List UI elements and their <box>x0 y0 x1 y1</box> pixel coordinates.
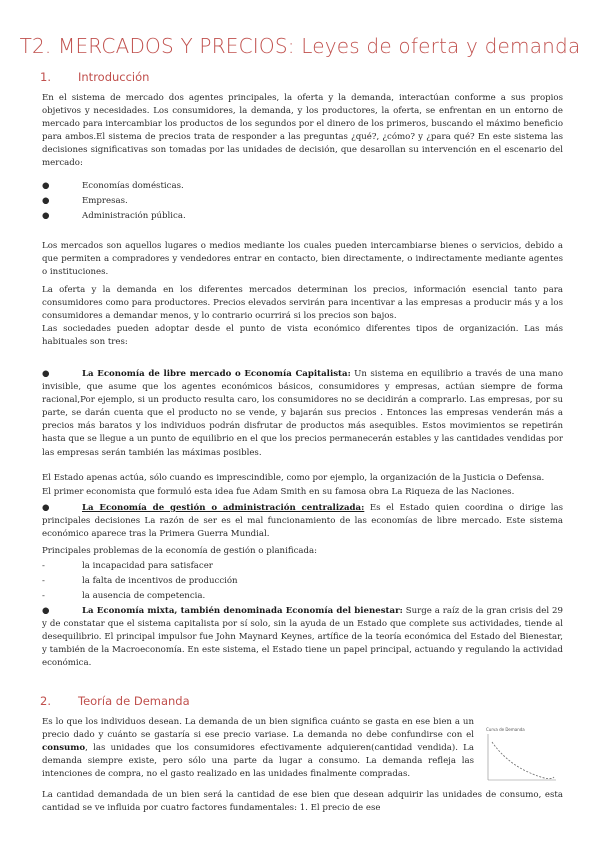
bullet-icon: ● <box>42 196 50 206</box>
agent-label: Economías domésticas. <box>82 181 184 191</box>
economy-type-title: La Economía mixta, también denominada Economía del bienestar: <box>82 606 403 616</box>
problem-list-item <box>42 560 563 573</box>
demand-curve-figure <box>480 724 562 786</box>
economy-type-capitalist <box>42 368 563 460</box>
figure-caption: Curva de Demanda <box>486 727 525 732</box>
intro-paragraph-4: Las sociedades pueden adoptar desde el punto de vista económico diferentes tipos de organización. Las más habituales son tres: <box>42 324 563 348</box>
problem-label: la falta de incentivos de producción <box>82 576 238 586</box>
capitalist-paragraph-2: El Estado apenas actúa, sólo cuando es imprescindible, como por ejemplo, la organización de la Justicia o Defensa. <box>42 473 545 483</box>
economy-type-text <box>42 605 563 670</box>
economy-type-description: Un sistema en equilibrio a través de una mano invisible, que asume que los agentes económicos básicos, consumidores y empresas, actúan siempre de forma racional,Por ejemplo, si un producto resulta caro, los consumidores no se decidirán a comprarlo. Las empresas, por su parte, se darán cuenta que el producto no se vende, y bajarán sus precios . Entonces las empresas venderán más a precios más baratos y los individuos podrán disfrutar de productos más asequibles. Estos movimientos se repetirán hasta que se llegue a un punto de equilibrio en el que los precios permanecerán estables y las cantidades vendidas por las empresas serán también las máximas posibles. <box>42 369 563 458</box>
dash-icon: - <box>42 576 45 586</box>
section-title: Teoría de Demanda <box>78 694 190 708</box>
bullet-icon: ● <box>42 606 50 616</box>
economy-type-text <box>42 502 563 541</box>
demand-text: Es lo que los individuos desean. La demanda de un bien significa cuánto se gasta en ese bien a un precio dado y cuánto se gastaría si ese precio variase. La demanda no debe confundirse con el <box>42 717 474 741</box>
bullet-icon: ● <box>42 211 50 221</box>
economy-type-text <box>42 368 563 460</box>
economy-type-description: Es el Estado quien coordina o dirige las principales decisiones La razón de ser es el mal funcionamiento de las economías de libre mercado. Este sistema económico aparece tras la Primera Guerra Mundial. <box>42 503 563 540</box>
intro-paragraph-2: Los mercados son aquellos lugares o medios mediante los cuales pueden intercambiarse bienes o servicios, debido a que permiten a compradores y vendedores entrar en contacto, bien directamente, o indirectamente mediante agentes o instituciones. <box>42 241 563 278</box>
agent-list-item <box>42 180 563 193</box>
section-number: 1. <box>40 70 51 84</box>
capitalist-paragraph-3: El primer economista que formuló esta idea fue Adam Smith en su famosa obra La Riqueza de las Naciones. <box>42 487 515 497</box>
page-title: T2. MERCADOS Y PRECIOS: Leyes de oferta y demanda <box>19 34 581 58</box>
demand-paragraph-1 <box>42 716 474 781</box>
section-number: 2. <box>40 694 51 708</box>
intro-paragraph-1: En el sistema de mercado dos agentes principales, la oferta y la demanda, interactúan conforme a sus propios objetivos y necesidades. Los consumidores, la demanda, y los productores, la oferta, se enfrentan en un entorno de mercado para intercambiar los productos de los segundos por el dinero de los primeros, buscando el máximo beneficio para ambos.El sistema de precios trata de responder a las preguntas ¿qué?, ¿cómo? y ¿para qué? En este sistema las decisiones significativas son tomadas por las unidades de decisión, que desarollan su intervención en el escenario del mercado: <box>42 93 563 169</box>
problem-label: la incapacidad para satisfacer <box>82 561 213 571</box>
agent-label: Empresas. <box>82 196 128 206</box>
demand-text: , las unidades que los consumidores efectivamente adquieren(cantidad vendida). La demanda siempre existe, pero sólo una parte da lugar a consumo. La demanda refleja las intenciones de compra, no el gasto realizado en las unidades finalmente compradas. <box>42 743 474 780</box>
demand-paragraph-2: La cantidad demandada de un bien será la cantidad de ese bien que desean adquirir las unidades de consumo, esta cantidad se ve influida por cuatro factores fundamentales: 1. El precio de ese <box>42 790 563 814</box>
section-title: Introducción <box>78 70 150 84</box>
agent-label: Administración pública. <box>82 211 186 221</box>
demand-curve-graphic <box>480 724 562 786</box>
economy-type-title: La Economía de gestión o administración centralizada: <box>82 503 365 513</box>
problem-list-item <box>42 575 563 588</box>
centralized-problems-lead: Principales problemas de la economía de gestión o planificada: <box>42 546 318 556</box>
economy-type-description: Surge a raíz de la gran crisis del 29 y de constatar que el sistema capitalista por sí solo, sin la ayuda de un Estado que complete sus actividades, tiende al desequilibrio. El principal impulsor fue John Maynard Keynes, artífice de la teoría económica del Estado del Bienestar, y también de la Macroeconomía. En este sistema, el Estado tiene un papel principal, actuando y regulando la actividad económica. <box>42 606 563 669</box>
intro-paragraph-3: La oferta y la demanda en los diferentes mercados determinan los precios, información esencial tanto para consumidores como para productores. Precios elevados servirán para incentivar a las empresas a producir más y a los consumidores a demandar menos, y lo contrario ocurrirá si los precios son bajos. <box>42 285 563 322</box>
demand-curve-line <box>492 742 554 779</box>
consumo-term: consumo <box>42 743 86 754</box>
agent-list-item <box>42 210 563 223</box>
bullet-icon: ● <box>42 503 50 513</box>
economy-type-centralized <box>42 502 563 541</box>
economy-type-title: La Economía de libre mercado o Economía Capitalista: <box>82 369 351 379</box>
bullet-icon: ● <box>42 369 50 379</box>
dash-icon: - <box>42 561 45 571</box>
economy-type-mixed <box>42 605 563 670</box>
problem-list-item <box>42 590 563 603</box>
section-heading-demand <box>40 694 190 708</box>
section-heading-intro <box>40 70 149 84</box>
dash-icon: - <box>42 591 45 601</box>
agent-list-item <box>42 195 563 208</box>
bullet-icon: ● <box>42 181 50 191</box>
problem-label: la ausencia de competencia. <box>82 591 206 601</box>
